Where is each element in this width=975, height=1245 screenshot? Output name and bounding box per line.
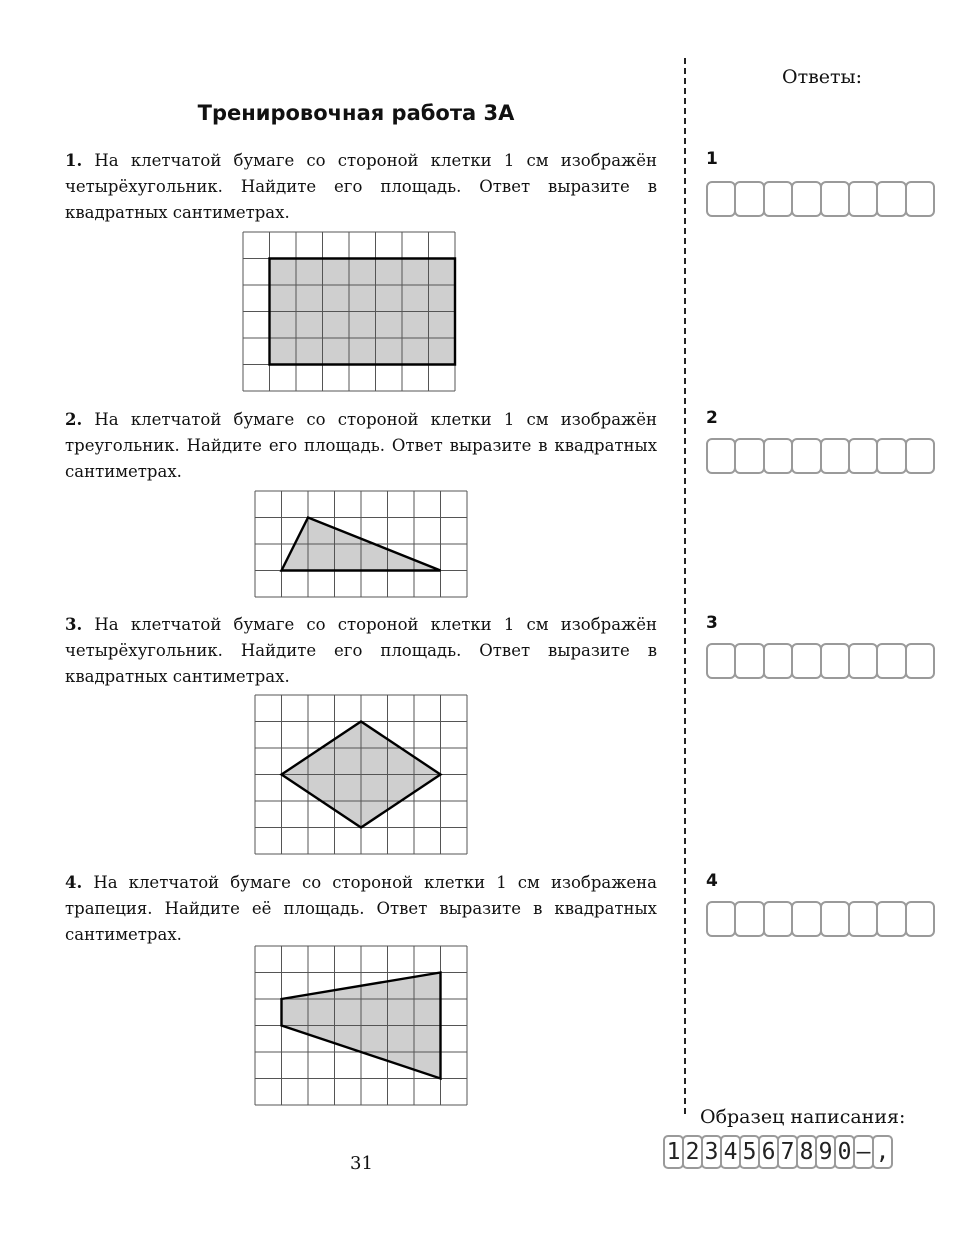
cut-line-divider [684, 58, 686, 1114]
task-3-number: 3. [65, 615, 83, 634]
answers-header: Ответы: [782, 66, 863, 88]
task-1-number: 1. [65, 151, 83, 170]
answer-1-number: 1 [706, 149, 718, 169]
task-3-text: На клетчатой бумаге со стороной клетки 1 см изображён четырёхугольник. Найдите его площадь. Ответ выразите в квадратных сантиметрах. [65, 615, 657, 686]
answer-4-number: 4 [706, 871, 718, 891]
task-4-number: 4. [65, 873, 83, 892]
sample-char: 6 [758, 1135, 779, 1169]
task-2-figure [254, 490, 469, 598]
sample-digits [663, 1135, 891, 1169]
task-2-number: 2. [65, 410, 83, 429]
sample-char: 2 [682, 1135, 703, 1169]
sample-char: 5 [739, 1135, 760, 1169]
answer-2-boxes[interactable] [706, 438, 933, 478]
task-4 [65, 870, 657, 948]
page-number: 31 [350, 1153, 373, 1174]
sample-char: 1 [663, 1135, 684, 1169]
sample-char: 8 [796, 1135, 817, 1169]
answer-2-number: 2 [706, 408, 718, 428]
task-2-text: На клетчатой бумаге со стороной клетки 1 см изображён треугольник. Найдите его площадь. Ответ выразите в квадратных сантиметрах. [65, 410, 657, 481]
task-3 [65, 612, 657, 690]
task-1-figure [242, 231, 457, 393]
sample-char: – [853, 1135, 874, 1169]
sample-char: 7 [777, 1135, 798, 1169]
task-2 [65, 407, 657, 485]
sample-char: 0 [834, 1135, 855, 1169]
answer-4-boxes[interactable] [706, 901, 933, 941]
task-4-text: На клетчатой бумаге со стороной клетки 1 см изображена трапеция. Найдите её площадь. Ответ выразите в квадратных сантиметрах. [65, 873, 657, 944]
sample-label: Образец написания: [700, 1106, 906, 1128]
sample-char: 9 [815, 1135, 836, 1169]
answer-3-boxes[interactable] [706, 643, 933, 683]
answer-1-boxes[interactable] [706, 181, 933, 221]
task-1 [65, 148, 657, 226]
task-4-figure [254, 945, 469, 1107]
task-3-figure [254, 694, 469, 856]
sample-char: 3 [701, 1135, 722, 1169]
answer-3-number: 3 [706, 613, 718, 633]
task-1-text: На клетчатой бумаге со стороной клетки 1 см изображён четырёхугольник. Найдите его площадь. Ответ выразите в квадратных сантиметрах. [65, 151, 657, 222]
sample-char: , [872, 1135, 893, 1169]
sample-char: 4 [720, 1135, 741, 1169]
page-title: Тренировочная работа 3А [197, 101, 515, 125]
